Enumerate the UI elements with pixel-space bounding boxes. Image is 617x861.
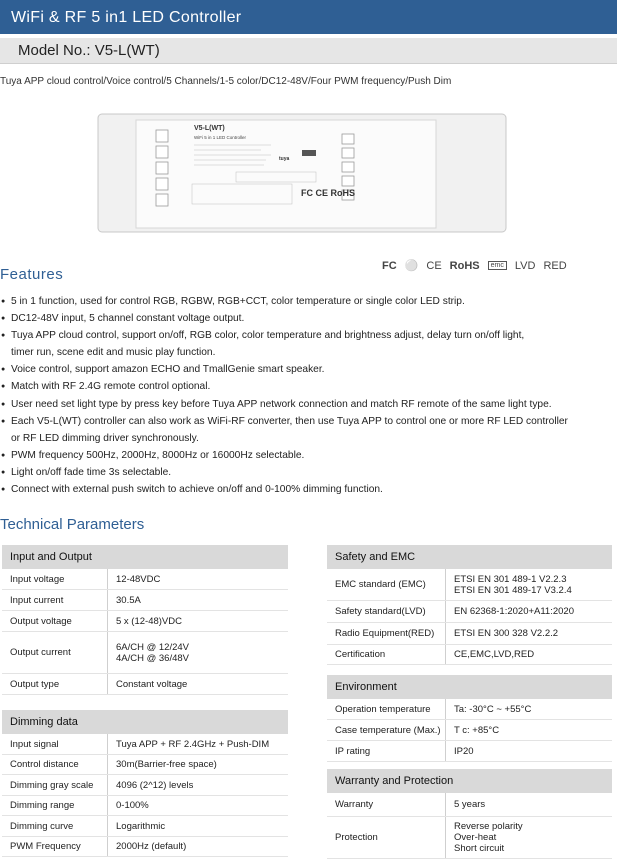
certification-logos xyxy=(382,259,567,272)
param-value-line: Over-heat xyxy=(454,832,497,843)
ce-logo: CE xyxy=(426,259,442,272)
cert-circle-icon: ⚪ xyxy=(404,260,419,272)
table-row xyxy=(327,720,612,741)
param-value-line: Reverse polarity xyxy=(454,821,523,832)
fcc-logo: FC xyxy=(382,259,397,272)
feature-item: ● Tuya APP cloud control, support on/off, RGB color, color temperature and brightness adjust, delay turn on/off light, xyxy=(0,327,612,344)
feature-item: ● 5 in 1 function, used for control RGB, RGBW, RGB+CCT, color temperature or single color LED strip. xyxy=(0,293,612,310)
table-row xyxy=(2,611,288,632)
section-environment xyxy=(327,675,612,762)
param-value xyxy=(445,601,574,622)
param-value xyxy=(107,734,269,754)
param-value-line: Ta: -30°C ~ +55°C xyxy=(454,703,532,715)
feature-item: ● Match with RF 2.4G remote control optional. xyxy=(0,378,612,395)
param-value-line: 30.5A xyxy=(116,594,141,606)
section-title: Input and Output xyxy=(2,545,288,569)
tech-params-title: Technical Parameters xyxy=(0,516,145,533)
param-value xyxy=(445,699,531,719)
param-value-line: CE,EMC,LVD,RED xyxy=(454,649,535,660)
param-label: EMC standard (EMC) xyxy=(335,579,426,590)
param-value-line: Tuya APP + RF 2.4GHz + Push-DIM xyxy=(116,738,270,750)
feature-item: ● PWM frequency 500Hz, 2000Hz, 8000Hz or 16000Hz selectable. xyxy=(0,447,612,464)
param-value-line: 30m(Barrier-free space) xyxy=(116,759,217,770)
feature-item: ● Voice control, support amazon ECHO and TmallGenie smart speaker. xyxy=(0,361,612,378)
param-value xyxy=(445,741,474,761)
param-value xyxy=(445,569,572,600)
feature-item: ● Connect with external push switch to achieve on/off and 0-100% dimming function. xyxy=(0,481,612,498)
param-value xyxy=(445,645,534,664)
section-input-output xyxy=(2,545,288,695)
param-value-line: EN 62368-1:2020+A11:2020 xyxy=(454,606,574,617)
param-value-line: ETSI EN 300 328 V2.2.2 xyxy=(454,628,559,639)
param-value-line: 0-100% xyxy=(116,800,149,811)
param-value xyxy=(107,796,149,815)
table-body xyxy=(327,793,612,859)
param-value-line: 5 years xyxy=(454,799,486,810)
param-label: Radio Equipment(RED) xyxy=(335,628,435,639)
section-title: Safety and EMC xyxy=(327,545,612,569)
param-value xyxy=(445,720,499,740)
param-value-line: 5 x (12-48)VDC xyxy=(116,615,182,627)
header-title: WiFi & RF 5 in1 LED Controller xyxy=(0,0,617,34)
product-model-label: V5-L(WT) xyxy=(194,125,225,132)
feature-item-continued: or RF LED dimming driver synchronously. xyxy=(11,432,199,444)
emc-logo: emc xyxy=(488,261,507,270)
param-label: Dimming range xyxy=(10,800,75,811)
param-value xyxy=(107,816,165,836)
param-value-line: ETSI EN 301 489-1 V2.2.3 xyxy=(454,573,567,585)
section-dimming xyxy=(2,710,288,857)
param-value-line: Constant voltage xyxy=(116,678,188,690)
table-row xyxy=(327,601,612,623)
table-row xyxy=(2,590,288,611)
product-image xyxy=(96,112,510,236)
param-value xyxy=(107,674,187,694)
table-row xyxy=(2,837,288,857)
param-value xyxy=(107,611,182,631)
feature-item-continued: timer run, scene edit and music play function. xyxy=(11,347,216,359)
param-label: Warranty xyxy=(335,799,374,810)
param-value xyxy=(445,623,558,644)
param-label: Output current xyxy=(10,647,71,658)
param-label: Control distance xyxy=(10,759,79,770)
section-safety xyxy=(327,545,612,665)
table-row xyxy=(2,632,288,674)
product-name-label: WiFi 5 in 1 LED Controller xyxy=(194,135,247,140)
param-label: Case temperature (Max.) xyxy=(335,724,441,736)
param-label: IP rating xyxy=(335,745,371,757)
param-value-line: 2000Hz (default) xyxy=(116,841,187,852)
section-warranty xyxy=(327,769,612,859)
table-row xyxy=(2,816,288,837)
param-value-line: T c: +85°C xyxy=(454,724,500,736)
features-title: Features xyxy=(0,266,64,283)
product-cert-marks: FC CE RoHS xyxy=(301,188,355,198)
model-number: Model No.: V5-L(WT) xyxy=(0,38,617,64)
param-label: Safety standard(LVD) xyxy=(335,606,426,617)
product-description: Tuya APP cloud control/Voice control/5 Channels/1-5 color/DC12-48V/Four PWM frequency/Push Dim xyxy=(0,76,452,87)
param-value-line: ETSI EN 301 489-17 V3.2.4 xyxy=(454,584,572,596)
feature-item: ● Each V5-L(WT) controller can also work as WiFi-RF converter, then use Tuya APP to control one or more RF LED controller xyxy=(0,413,612,430)
table-row xyxy=(2,796,288,816)
table-row xyxy=(327,817,612,859)
table-row xyxy=(2,734,288,755)
features-list xyxy=(0,293,612,498)
param-label: Input current xyxy=(10,594,64,606)
param-value xyxy=(445,817,523,858)
table-row xyxy=(327,741,612,762)
param-value-line: 12-48VDC xyxy=(116,573,161,585)
param-label: Protection xyxy=(335,832,378,843)
param-value xyxy=(107,590,141,610)
param-value xyxy=(107,775,193,795)
param-value xyxy=(445,793,485,816)
param-value xyxy=(107,569,160,589)
param-value-line: 4096 (2^12) levels xyxy=(116,779,194,791)
table-row xyxy=(327,623,612,645)
table-row xyxy=(327,645,612,665)
table-body xyxy=(2,734,288,857)
table-row xyxy=(327,699,612,720)
param-value-line: IP20 xyxy=(454,745,474,757)
section-title: Dimming data xyxy=(2,710,288,734)
param-value-line: Short circuit xyxy=(454,843,505,854)
table-row xyxy=(2,569,288,590)
param-value-line: 4A/CH @ 36/48V xyxy=(116,652,190,664)
section-title: Warranty and Protection xyxy=(327,769,612,793)
table-body xyxy=(2,569,288,695)
param-label: Output voltage xyxy=(10,615,72,627)
param-label: Certification xyxy=(335,649,386,660)
param-value-line: 6A/CH @ 12/24V xyxy=(116,641,190,653)
param-label: Output type xyxy=(10,678,60,690)
rohs-logo: RoHS xyxy=(449,259,480,272)
param-value-line: Logarithmic xyxy=(116,820,166,832)
feature-item: ● DC12-48V input, 5 channel constant voltage output. xyxy=(0,310,612,327)
tuya-logo: tuya xyxy=(279,156,290,162)
param-label: Dimming curve xyxy=(10,820,74,832)
param-label: Operation temperature xyxy=(335,703,431,715)
param-value xyxy=(107,837,186,856)
param-label: Input signal xyxy=(10,738,59,750)
table-row xyxy=(2,755,288,775)
table-row xyxy=(2,674,288,695)
feature-item: ● User need set light type by press key before Tuya APP network connection and match RF remote of the same light type. xyxy=(0,396,612,413)
param-label: Dimming gray scale xyxy=(10,779,94,791)
table-body xyxy=(327,569,612,665)
section-title: Environment xyxy=(327,675,612,699)
table-row xyxy=(2,775,288,796)
table-row xyxy=(327,569,612,601)
table-row xyxy=(327,793,612,817)
lvd-logo: LVD xyxy=(514,259,536,272)
param-label: Input voltage xyxy=(10,573,65,585)
red-logo: RED xyxy=(543,259,567,272)
feature-item: ● Light on/off fade time 3s selectable. xyxy=(0,464,612,481)
param-value xyxy=(107,632,189,673)
param-label: PWM Frequency xyxy=(10,841,81,852)
param-value xyxy=(107,755,217,774)
table-body xyxy=(327,699,612,762)
